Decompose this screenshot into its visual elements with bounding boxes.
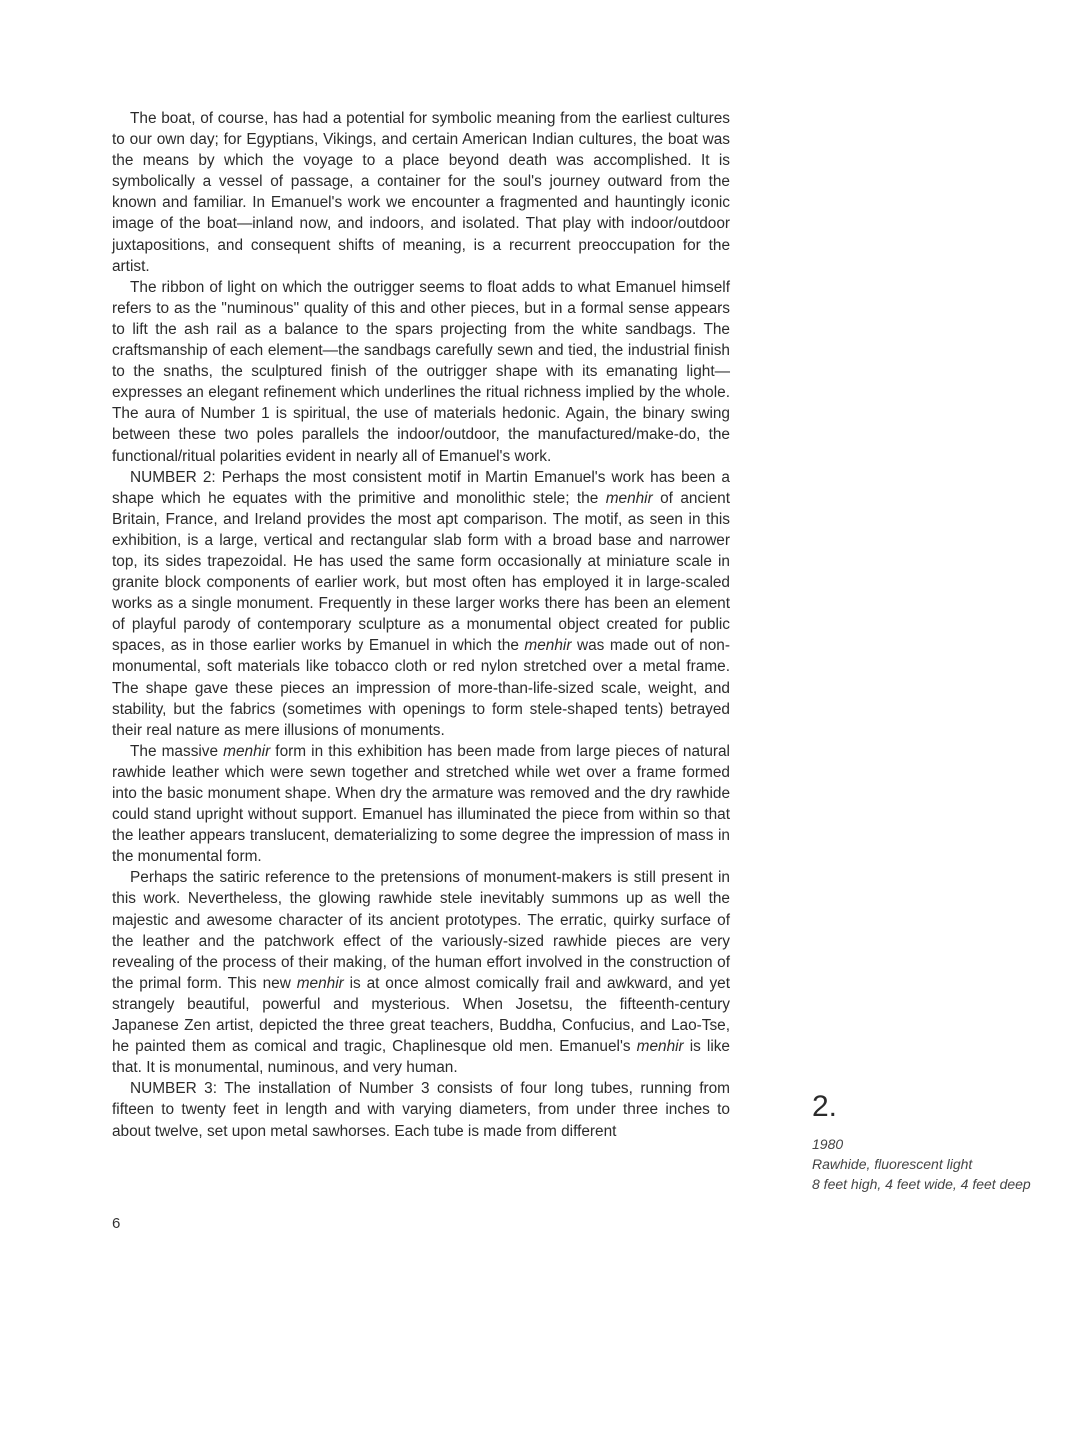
- italic-term: menhir: [636, 1038, 684, 1056]
- italic-term: menhir: [524, 637, 572, 655]
- caption-year: 1980: [812, 1136, 844, 1152]
- italic-term: menhir: [605, 489, 653, 507]
- paragraph: The massive menhir form in this exhibition has been made from large pieces of natural rawhide leather which were sewn together and stretched while wet over a frame formed into the basic monument shape. When dry the armature was removed and the dry rawhide could stand upright without support. Emanuel has illuminated the piece from within so that the leather appears translucent, dematerializing to some degree the impression of mass in the monumental form.: [112, 742, 730, 866]
- caption-dimensions: 8 feet high, 4 feet wide, 4 feet deep: [812, 1176, 1031, 1192]
- page-number: 6: [112, 1215, 121, 1232]
- paragraph: NUMBER 3: The installation of Number 3 consists of four long tubes, running from fifteen to twenty feet in length and with varying diameters, from under three inches to about twelve, set upon metal sawhorses. Each tube is made from different: [112, 1080, 730, 1140]
- body-text: [112, 108, 730, 1142]
- paragraph: NUMBER 2: Perhaps the most consistent motif in Martin Emanuel's work has been a shape which he equates with the primitive and monolithic stele; the menhir of ancient Britain, France, and Ireland provides the most apt comparison. The motif, as seen in this exhibition, is a large, vertical and rectangular slab form with a broad base and narrower top, its sides trapezoidal. He has used the same form occasionally at miniature scale in granite block components of earlier work, but most often has employed it in large-scaled works as a single monument. Frequently in these larger works there has been an element of playful parody of contemporary sculpture as a monumental object created for public spaces, as in those earlier works by Emanuel in which the menhir was made out of non-monumental, soft materials like tobacco cloth or red nylon stretched over a metal frame. The shape gave these pieces an impression of more-than-life-sized scale, weight, and stability, but the fabrics (sometimes with openings to form stele-shaped tents) betrayed their real nature as mere illusions of monuments.: [112, 468, 730, 739]
- plate-number: 2.: [812, 1090, 838, 1123]
- paragraph: The boat, of course, has had a potential for symbolic meaning from the earliest cultures to our own day; for Egyptians, Vikings, and certain American Indian cultures, the boat was the means by which the voyage to a place beyond death was accomplished. It is symbolically a vessel of passage, a container for the soul's journey outward from the known and familiar. In Emanuel's work we encounter a fragmented and hauntingly iconic image of the boat—inland now, and indoors, and isolated. That play with indoor/outdoor juxtapositions, and consequent shifts of meaning, is a recurrent preoccupation for the artist.: [112, 110, 730, 275]
- figure-caption: [812, 1090, 1062, 1194]
- italic-term: menhir: [223, 742, 271, 760]
- paragraph: The ribbon of light on which the outrigger seems to float adds to what Emanuel himself refers to as the "numinous" quality of this and other pieces, but in a formal sense appears to lift the ash rail as a balance to the spars projecting from the white sandbags. The craftsmanship of each element—the sandbags carefully sewn and tied, the industrial finish to the snaths, the sculptured finish of the outrigger shape with its emanating light—expresses an elegant refinement which underlines the ritual richness implied by the whole. The aura of Number 1 is spiritual, the use of materials hedonic. Again, the binary swing between these two poles parallels the indoor/outdoor, the manufactured/make-do, the functional/ritual polarities evident in nearly all of Emanuel's work.: [112, 278, 730, 465]
- paragraph: Perhaps the satiric reference to the pretensions of monument-makers is still present in this work. Nevertheless, the glowing rawhide stele inevitably summons up as well the majestic and awesome character of its ancient prototypes. The erratic, quirky surface of the leather and the patchwork effect of the variously-sized rawhide pieces are very revealing of the process of their making, of the human effort involved in the construction of the primal form. This new menhir is at once almost comically frail and awkward, and yet strangely beautiful, powerful and mysterious. When Josetsu, the fifteenth-century Japanese Zen artist, depicted the three great teachers, Buddha, Confucius, and Lao-Tse, he painted them as comical and tragic, Chaplinesque old men. Emanuel's menhir is like that. It is monumental, numinous, and very human.: [112, 869, 730, 1077]
- caption-medium: Rawhide, fluorescent light: [812, 1156, 973, 1172]
- italic-term: menhir: [296, 974, 344, 992]
